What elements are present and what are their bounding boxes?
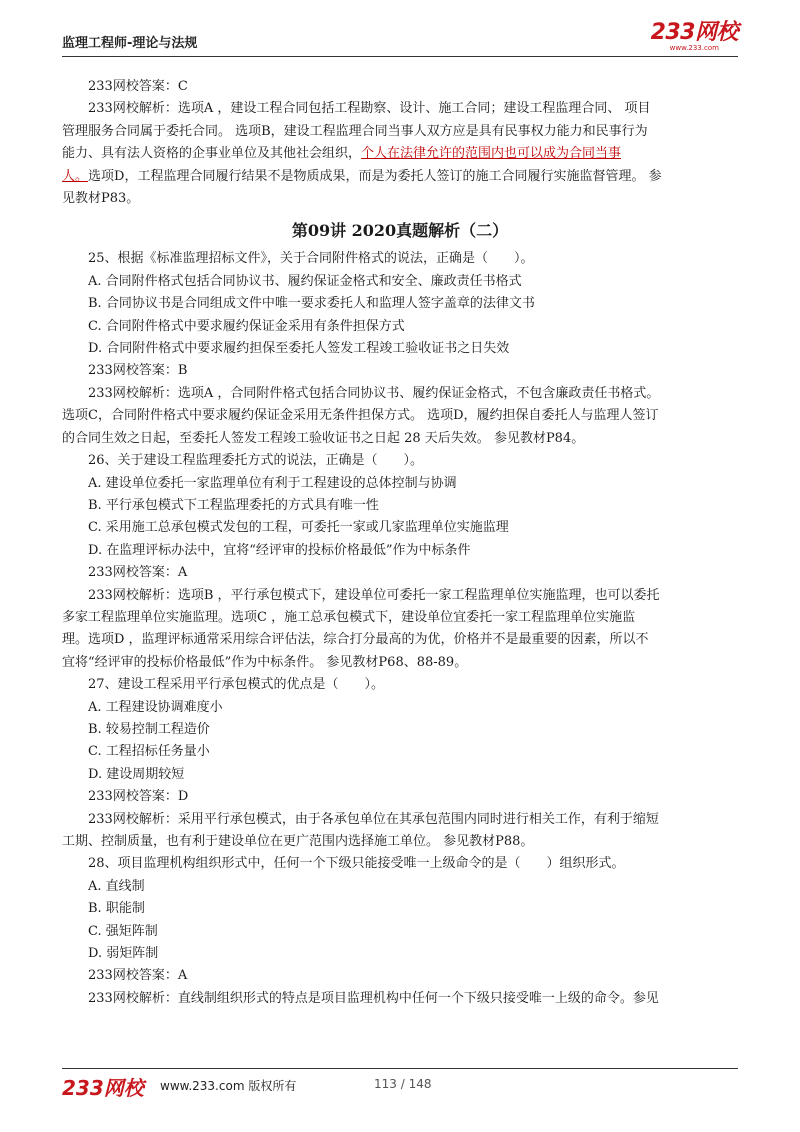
logo-text: 233网校 <box>650 20 738 45</box>
footer-copyright: www.233.com 版权所有 <box>160 1079 297 1093</box>
option-d: D. 建设周期较短 <box>88 766 185 782</box>
option-a: A. 直线制 <box>88 878 145 894</box>
explanation-line: 233网校解析：采用平行承包模式，由于各承包单位在其承包范围内同时进行相关工作，有利于缩短 <box>88 811 659 827</box>
question-stem: 26、关于建设工程监理委托方式的说法，正确是（ ）。 <box>88 453 424 469</box>
option-c: C. 强矩阵制 <box>88 923 158 939</box>
explanation-line: 宜将“经评审的投标价格最低”作为中标条件。 参见教材P68、88-89。 <box>62 654 468 670</box>
explanation-line: 233网校解析：选项A ，合同附件格式包括合同协议书、履约保证金格式，不包含廉政责任书格式。 <box>88 385 660 401</box>
footer-logo: 233网校 <box>62 1076 144 1100</box>
explanation-text: 选项D，工程监理合同履行结果不是物质成果，而是为委托人签订的施工合同履行实施监督管理。 参 <box>88 168 662 184</box>
explanation-line: 见教材P83。 <box>62 191 140 207</box>
explanation-line: 工期、控制质量，也有利于建设单位在更广范围内选择施工单位。 参见教材P88。 <box>62 834 534 849</box>
header-title: 监理工程师-理论与法规 <box>62 36 198 51</box>
explanation-line: 多家工程监理单位实施监理。选项C ，施工总承包模式下，建设单位宜委托一家工程监理单位实施监 <box>62 609 636 625</box>
explanation-line: 233网校解析：选项A ，建设工程合同包括工程勘察、设计、施工合同；建设工程监理合同、 项目 <box>88 101 651 117</box>
header-divider <box>62 56 738 57</box>
page-number: 113 / 148 <box>374 1077 432 1091</box>
option-c: C. 采用施工总承包模式发包的工程，可委托一家或几家监理单位实施监理 <box>88 520 509 536</box>
document-body <box>62 76 738 1010</box>
explanation-line: 233网校解析：选项B ，平行承包模式下，建设单位可委托一家工程监理单位实施监理，也可以委托 <box>88 587 660 603</box>
highlighted-text: 个人在法律允许的范围内也可以成为合同当事 <box>361 146 622 162</box>
answer-line: 233网校答案：B <box>88 363 188 379</box>
option-d: D. 在监理评标办法中，宜将“经评审的投标价格最低”作为中标条件 <box>88 542 471 558</box>
explanation-line: 管理服务合同属于委托合同。 选项B，建设工程监理合同当事人双方应是具有民事权力能力和民事行为 <box>62 123 648 139</box>
option-d: D. 弱矩阵制 <box>88 946 159 962</box>
option-c: C. 工程招标任务量小 <box>88 744 210 760</box>
answer-line: 233网校答案：A <box>88 968 188 984</box>
logo-url: www.233.com <box>669 44 719 52</box>
answer-line: 233网校答案：D <box>88 789 189 805</box>
option-a: A. 工程建设协调难度小 <box>88 699 223 715</box>
option-b: B. 职能制 <box>88 901 145 917</box>
explanation-line: 的合同生效之日起，至委托人签发工程竣工验收证书之日起 28 天后失效。 参见教材P84。 <box>62 430 585 446</box>
option-b: B. 较易控制工程造价 <box>88 721 210 737</box>
explanation-line: 233网校解析：直线制组织形式的特点是项目监理机构中任何一个下级只接受唯一上级的命令。参见 <box>88 990 659 1006</box>
page-footer <box>62 1074 738 1098</box>
question-stem: 28、项目监理机构组织形式中，任何一个下级只能接受唯一上级命令的是（ ）组织形式。 <box>88 856 625 872</box>
explanation-text: 能力、具有法人资格的企事业单位及其他社会组织， <box>62 146 362 162</box>
explanation-line: 理。选项D ，监理评标通常采用综合评估法，综合打分最高的为优，价格并不是最重要的因素，所以不 <box>62 632 649 648</box>
question-stem: 27、建设工程采用平行承包模式的优点是（ ）。 <box>88 677 385 693</box>
answer-line: 233网校答案：A <box>88 565 188 581</box>
explanation-line <box>62 166 738 188</box>
header-logo <box>651 22 738 52</box>
option-d: D. 合同附件格式中要求履约担保至委托人签发工程竣工验收证书之日失效 <box>88 341 510 357</box>
option-a: A. 合同附件格式包括合同协议书、履约保证金格式和安全、廉政责任书格式 <box>88 273 522 289</box>
highlighted-text: 人。 <box>62 168 89 184</box>
explanation-line <box>62 143 738 165</box>
question-stem: 25、根据《标准监理招标文件》，关于合同附件格式的说法，正确是（ ）。 <box>88 251 534 267</box>
option-a: A. 建设单位委托一家监理单位有利于工程建设的总体控制与协调 <box>88 475 457 491</box>
footer-divider <box>62 1068 738 1069</box>
page-header <box>62 20 738 54</box>
option-b: B. 平行承包模式下工程监理委托的方式具有唯一性 <box>88 497 379 513</box>
answer-line: 233网校答案：C <box>88 79 188 94</box>
explanation-line: 选项C，合同附件格式中要求履约保证金采用无条件担保方式。 选项D，履约担保自委托人与监理人签订 <box>62 408 659 424</box>
option-c: C. 合同附件格式中要求履约保证金采用有条件担保方式 <box>88 318 405 334</box>
section-title: 第09讲 2020真题解析（二） <box>291 221 509 241</box>
option-b: B. 合同协议书是合同组成文件中唯一要求委托人和监理人签字盖章的法律文书 <box>88 296 535 312</box>
